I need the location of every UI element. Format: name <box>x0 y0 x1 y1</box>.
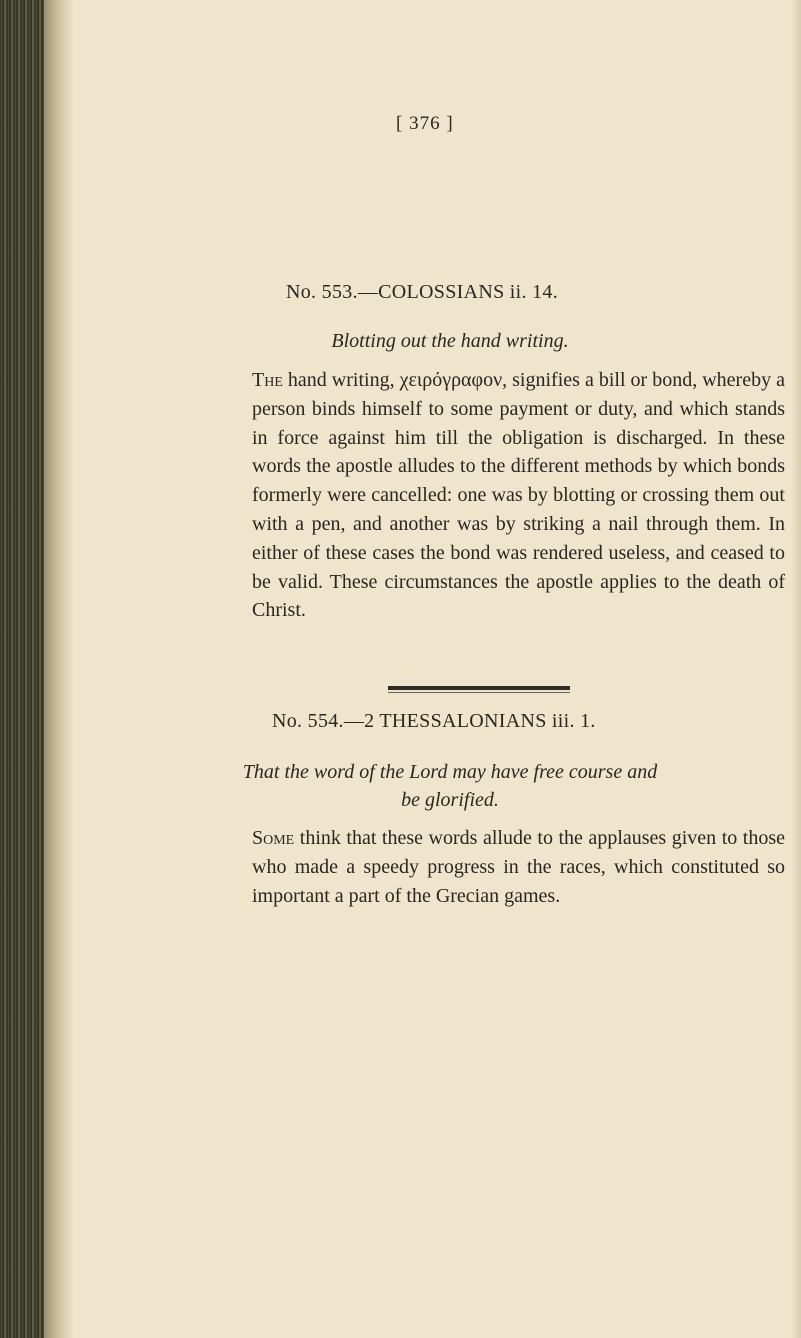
section-heading-553: No. 553.—COLOSSIANS ii. 14. <box>286 281 559 303</box>
section-body-554 <box>252 824 785 910</box>
section-subtitle-554: That the word of the Lord may have free course and be glorified. <box>242 761 658 811</box>
lead-word: Some <box>252 827 295 849</box>
section-divider <box>388 686 570 690</box>
section-heading-554: No. 554.—2 THESSALONIANS iii. 1. <box>272 710 596 732</box>
gutter-shadow <box>44 0 74 1338</box>
page-edge <box>791 0 801 1338</box>
section-divider-thin <box>388 692 570 693</box>
body-text: hand writing, χειρόγραφον, signifies a bill or bond, whereby a person binds himself to some payment or duty, and which stands in force against him till the obligation is discharged. In these words the apostle alludes to the different methods by which bonds formerly were cancelled: one was by blotting or crossing them out with a pen, and another was by striking a nail through them. In either of these cases the bond was rendered useless, and ceased to be valid. These circumstances the apostle applies to the death of Christ. <box>252 369 785 622</box>
lead-word: The <box>252 369 283 391</box>
section-subtitle-553: Blotting out the hand writing. <box>331 330 569 352</box>
book-spine <box>0 0 44 1338</box>
section-body-553 <box>252 366 785 625</box>
body-text: think that these words allude to the applauses given to those who made a speedy progress in the races, which constituted so important a part of the Grecian games. <box>252 827 785 907</box>
page-number: [ 376 ] <box>396 113 454 134</box>
